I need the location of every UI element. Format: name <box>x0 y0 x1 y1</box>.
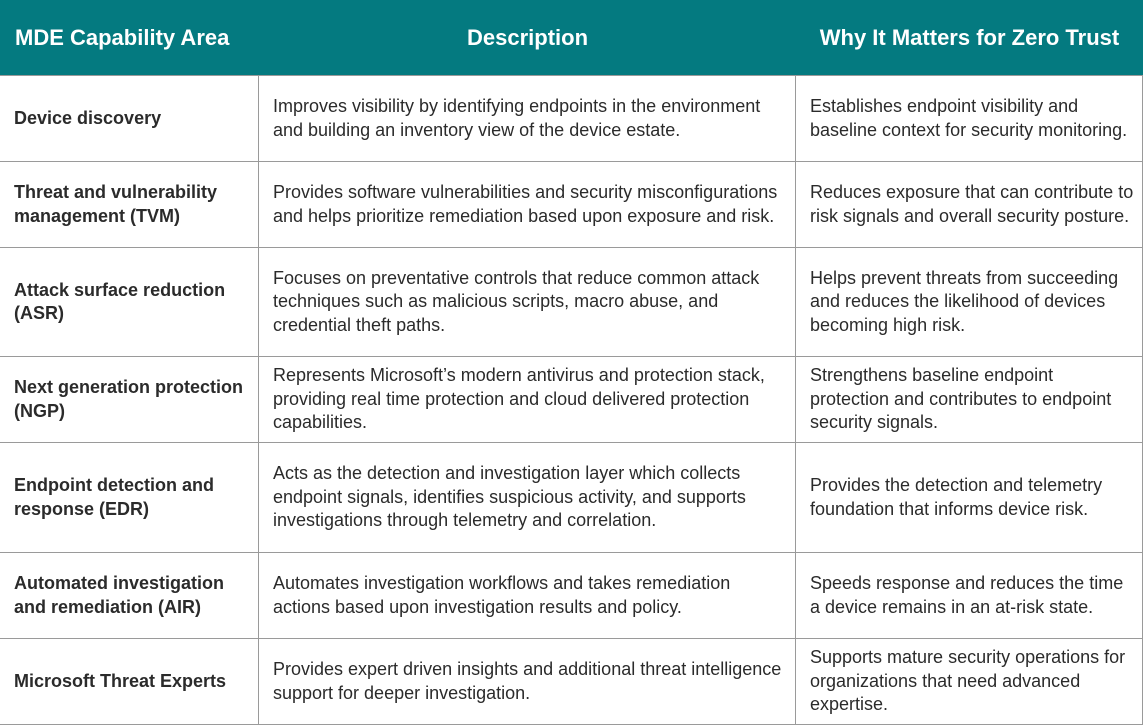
capability-area-cell: Automated investigation and remediation (AIR) <box>0 553 259 638</box>
description-cell: Provides expert driven insights and additional threat intelligence support for deeper investigation. <box>259 639 796 724</box>
description-cell: Acts as the detection and investigation layer which collects endpoint signals, identifies suspicious activity, and supports investigations through telemetry and correlation. <box>259 443 796 552</box>
why-it-matters-cell: Helps prevent threats from succeeding and reduces the likelihood of devices becoming high risk. <box>810 267 1119 335</box>
capability-area-cell: Microsoft Threat Experts <box>0 639 259 724</box>
why-it-matters-cell: Speeds response and reduces the time a device remains in an at-risk state. <box>810 573 1124 617</box>
why-it-matters-cell: Supports mature security operations for organizations that need advanced expertise. <box>810 647 1126 715</box>
capability-area-cell: Endpoint detection and response (EDR) <box>0 443 259 552</box>
table-row <box>0 356 1143 442</box>
capability-area-cell: Device discovery <box>0 76 259 161</box>
header-why-it-matters: Why It Matters for Zero Trust <box>819 24 1120 50</box>
capability-area-cell: Threat and vulnerability management (TVM) <box>0 162 259 247</box>
description-cell: Automates investigation workflows and takes remediation actions based upon investigation results and policy. <box>259 553 796 638</box>
why-it-matters-cell: Establishes endpoint visibility and baseline context for security monitoring. <box>810 96 1128 140</box>
header-description: Description <box>466 24 589 50</box>
header-capability-area: MDE Capability Area <box>15 24 230 50</box>
table-row <box>0 75 1143 161</box>
table-row <box>0 161 1143 247</box>
description-cell: Represents Microsoft’s modern antivirus and protection stack, providing real time protection and cloud delivered protection capabilities. <box>259 357 796 442</box>
table-row <box>0 247 1143 356</box>
table-bottom-border <box>0 724 1143 725</box>
description-cell: Focuses on preventative controls that reduce common attack techniques such as malicious scripts, macro abuse, and credential theft paths. <box>259 248 796 356</box>
table-row <box>0 442 1143 552</box>
table-row <box>0 638 1143 724</box>
capability-area-cell: Next generation protection (NGP) <box>0 357 259 442</box>
why-it-matters-cell: Strengthens baseline endpoint protection and contributes to endpoint security signals. <box>810 365 1112 433</box>
description-cell: Improves visibility by identifying endpoints in the environment and building an inventory view of the device estate. <box>259 76 796 161</box>
why-it-matters-cell: Reduces exposure that can contribute to risk signals and overall security posture. <box>810 182 1134 226</box>
table-header <box>0 0 1143 75</box>
why-it-matters-cell: Provides the detection and telemetry foundation that informs device risk. <box>810 475 1103 519</box>
table-row <box>0 552 1143 638</box>
description-cell: Provides software vulnerabilities and security misconfigurations and helps prioritize remediation based upon exposure and risk. <box>259 162 796 247</box>
capability-area-cell: Attack surface reduction (ASR) <box>0 248 259 356</box>
